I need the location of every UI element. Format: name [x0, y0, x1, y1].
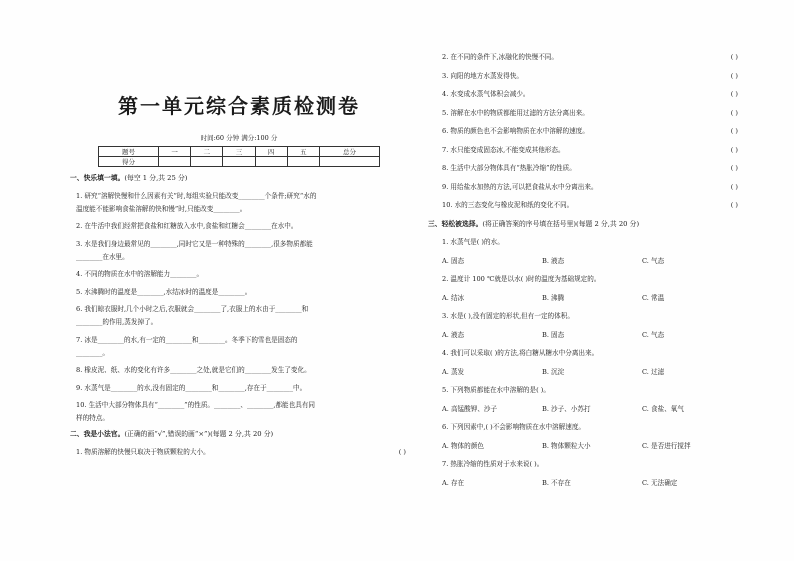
judge-question-text: 1. 物质溶解的快慢只取决于物质颗粒的大小。 — [76, 447, 210, 456]
choice-option[interactable]: A. 蒸发 — [442, 367, 465, 376]
judge-question-6 — [428, 126, 748, 145]
section3-title: 三、轻松被选择。 — [428, 219, 483, 228]
score-cell — [191, 157, 223, 167]
choice-question-6: 6. 下列因素中,( )不会影响物质在水中溶解速度。 — [442, 423, 586, 431]
choice-option[interactable]: C. 食盐、氧气 — [642, 404, 684, 413]
judge-question-text: 5. 溶解在水中的物质都能用过滤的方法分离出来。 — [442, 108, 589, 117]
section1-title: 一、快乐填一填。 — [70, 174, 125, 182]
answer-paren[interactable]: ( ) — [730, 201, 738, 209]
score-table-header-row — [99, 147, 380, 157]
choice-option[interactable]: B. 不存在 — [542, 478, 571, 487]
choice-option[interactable]: A. 结冰 — [442, 293, 465, 302]
answer-paren[interactable]: ( ) — [730, 53, 738, 61]
score-cell — [287, 157, 319, 167]
judge-question-9 — [428, 182, 748, 201]
judge-question-text: 3. 向阳的地方水蒸发得快。 — [442, 71, 523, 80]
fill-question-10: 10. 生活中大部分物体具有“________”的性质。________、________,都能也具有同 — [76, 401, 316, 409]
choice-options-7 — [428, 478, 748, 497]
left-column — [70, 70, 408, 457]
fill-question-3-cont: ________在水里。 — [76, 252, 129, 261]
section3-note: (将正确答案的序号填在括号里)(每题 2 分,共 20 分) — [482, 219, 640, 228]
fill-question-10-cont: 样的特点。 — [76, 414, 109, 422]
answer-paren[interactable]: ( ) — [730, 90, 738, 98]
judge-question-text: 4. 水变成水蒸气体积会减少。 — [442, 90, 530, 98]
choice-options-5 — [428, 404, 748, 423]
section2-note: (正确的画“√”,错误的画“×”)(每题 2 分,共 20 分) — [124, 430, 274, 438]
choice-option[interactable]: B. 沙子、小苏打 — [542, 404, 591, 413]
choice-options-1 — [428, 256, 748, 275]
choice-option[interactable]: A. 固态 — [442, 256, 465, 265]
section3-heading — [428, 219, 748, 238]
section2-heading — [70, 429, 408, 439]
score-cell: 三 — [223, 147, 255, 157]
judge-question-10 — [428, 200, 748, 219]
fill-question-5: 5. 水沸腾时的温度是________,水结冰时的温度是________。 — [76, 287, 252, 296]
score-cell: 一 — [159, 147, 191, 157]
judge-question-text: 2. 在不同的条件下,冰融化的快慢不同。 — [442, 53, 558, 61]
choice-option[interactable]: A. 液态 — [442, 330, 465, 339]
choice-option[interactable]: C. 气态 — [642, 256, 665, 265]
score-cell — [255, 157, 287, 167]
choice-options-3 — [428, 330, 748, 349]
fill-question-2: 2. 在牛活中我们经常把食盐和红糖放入水中,食盐和红糖会________在水中。 — [76, 222, 298, 230]
fill-question-4: 4. 不同的物质在水中的溶解能力________。 — [76, 270, 204, 278]
section2-title: 二、我是小法官。 — [70, 430, 125, 438]
judge-question-7 — [428, 145, 748, 164]
fill-question-9: 9. 水蒸气是________的水,没有固定的________和________,存在于________中。 — [76, 383, 307, 392]
judge-question-text: 8. 生活中大部分物体具有“热胀冷缩”的性质。 — [442, 164, 576, 172]
right-column — [428, 52, 748, 496]
choice-option[interactable]: C. 过滤 — [642, 367, 665, 376]
score-cell — [319, 157, 379, 167]
judge-question-text: 9. 用给盐水加热的方法,可以把食盐从水中分离出来。 — [442, 182, 598, 191]
choice-option[interactable]: B. 液态 — [542, 256, 565, 265]
answer-paren[interactable]: ( ) — [730, 71, 738, 80]
choice-option[interactable]: C. 无法确定 — [642, 478, 678, 487]
judge-question-3 — [428, 71, 748, 90]
choice-option[interactable]: C. 常温 — [642, 293, 665, 302]
choice-options-2 — [428, 293, 748, 312]
score-cell: 二 — [191, 147, 223, 157]
choice-options-4 — [428, 367, 748, 386]
answer-paren[interactable]: ( ) — [730, 108, 738, 117]
choice-option[interactable]: C. 是否进行搅拌 — [642, 441, 691, 450]
fill-question-1: 1. 研究“溶解快慢和什么因素有关”时,每组实验只能改变________个条件;研究“水的 — [76, 191, 317, 200]
score-cell: 得分 — [99, 157, 159, 167]
judge-question-text: 10. 水的三态变化与橡皮泥和纸的变化不同。 — [442, 201, 574, 209]
choice-question-7: 7. 热胀冷缩的性质对于水来说( )。 — [442, 460, 544, 468]
score-cell: 四 — [255, 147, 287, 157]
choice-options-6 — [428, 441, 748, 460]
fill-question-6-cont: ________的作用,蒸发掉了。 — [76, 318, 158, 326]
score-cell: 总分 — [319, 147, 379, 157]
score-cell — [223, 157, 255, 167]
fill-question-1-cont: 温度能不能影响食盐溶解的快和慢”时,只能改变________。 — [76, 204, 247, 213]
choice-option[interactable]: B. 沉淀 — [542, 367, 565, 376]
judge-question-4 — [428, 89, 748, 108]
score-cell: 五 — [287, 147, 319, 157]
answer-paren[interactable]: ( ) — [730, 145, 738, 154]
choice-question-3: 3. 水是( ),没有固定的形状,但有一定的体积。 — [442, 312, 574, 320]
fill-question-6: 6. 我们晾衣服时,几个小时之后,衣服就会________了,衣服上的水由于________和 — [76, 305, 309, 313]
answer-paren[interactable]: ( ) — [398, 447, 406, 456]
choice-question-1: 1. 水蒸气是( )的水。 — [442, 238, 504, 246]
section1-note: (每空 1 分,共 25 分) — [124, 174, 188, 182]
choice-option[interactable]: B. 固态 — [542, 330, 565, 339]
answer-paren[interactable]: ( ) — [730, 182, 738, 191]
choice-question-2: 2. 温度计 100 ℃就是以水( )时的温度为基础规定的。 — [442, 275, 601, 283]
fill-question-3: 3. 水是我们身边最常见的________,同时它又是一种特殊的________,很多物质都能 — [76, 239, 313, 248]
choice-option[interactable]: A. 存在 — [442, 478, 465, 487]
choice-option[interactable]: C. 气态 — [642, 330, 665, 339]
score-cell: 题号 — [99, 147, 159, 157]
judge-question-5 — [428, 108, 748, 127]
answer-paren[interactable]: ( ) — [730, 164, 738, 172]
judge-question-2 — [428, 52, 748, 71]
fill-question-7: 7. 冰是________的水,有一定的________和________。冬季下的雪也是固态的 — [76, 335, 298, 344]
fill-question-8: 8. 橡皮泥、纸、水的变化有许多________之处,就是它们的________发生了变化。 — [76, 366, 311, 374]
exam-title: 第一单元综合素质检测卷 — [118, 94, 360, 118]
choice-option[interactable]: B. 物体颗粒大小 — [542, 441, 591, 450]
judge-question-8 — [428, 163, 748, 182]
exam-meta: 时间:60 分钟 满分:100 分 — [200, 134, 278, 142]
judge-question-text: 6. 物质的颜色也不会影响物质在水中溶解的速度。 — [442, 127, 589, 135]
choice-option[interactable]: B. 沸腾 — [542, 293, 565, 302]
score-table — [98, 146, 380, 167]
section1-heading — [70, 173, 408, 183]
choice-question-5: 5. 下列物质都能在水中溶解的是( )。 — [442, 386, 550, 394]
fill-question-7-cont: ________。 — [76, 348, 109, 357]
judge-question-text: 7. 水只能变成固态冰,不能变成其他形态。 — [442, 145, 565, 154]
choice-option[interactable]: A. 高锰酸钾、沙子 — [442, 404, 498, 413]
choice-option[interactable]: A. 物体的颜色 — [442, 441, 484, 450]
choice-question-4: 4. 我们可以采取( )的方法,将白糖从糖水中分离出来。 — [442, 349, 599, 357]
answer-paren[interactable]: ( ) — [730, 127, 738, 135]
judge-question-1 — [70, 447, 408, 457]
score-cell — [159, 157, 191, 167]
score-table-score-row — [99, 157, 380, 167]
